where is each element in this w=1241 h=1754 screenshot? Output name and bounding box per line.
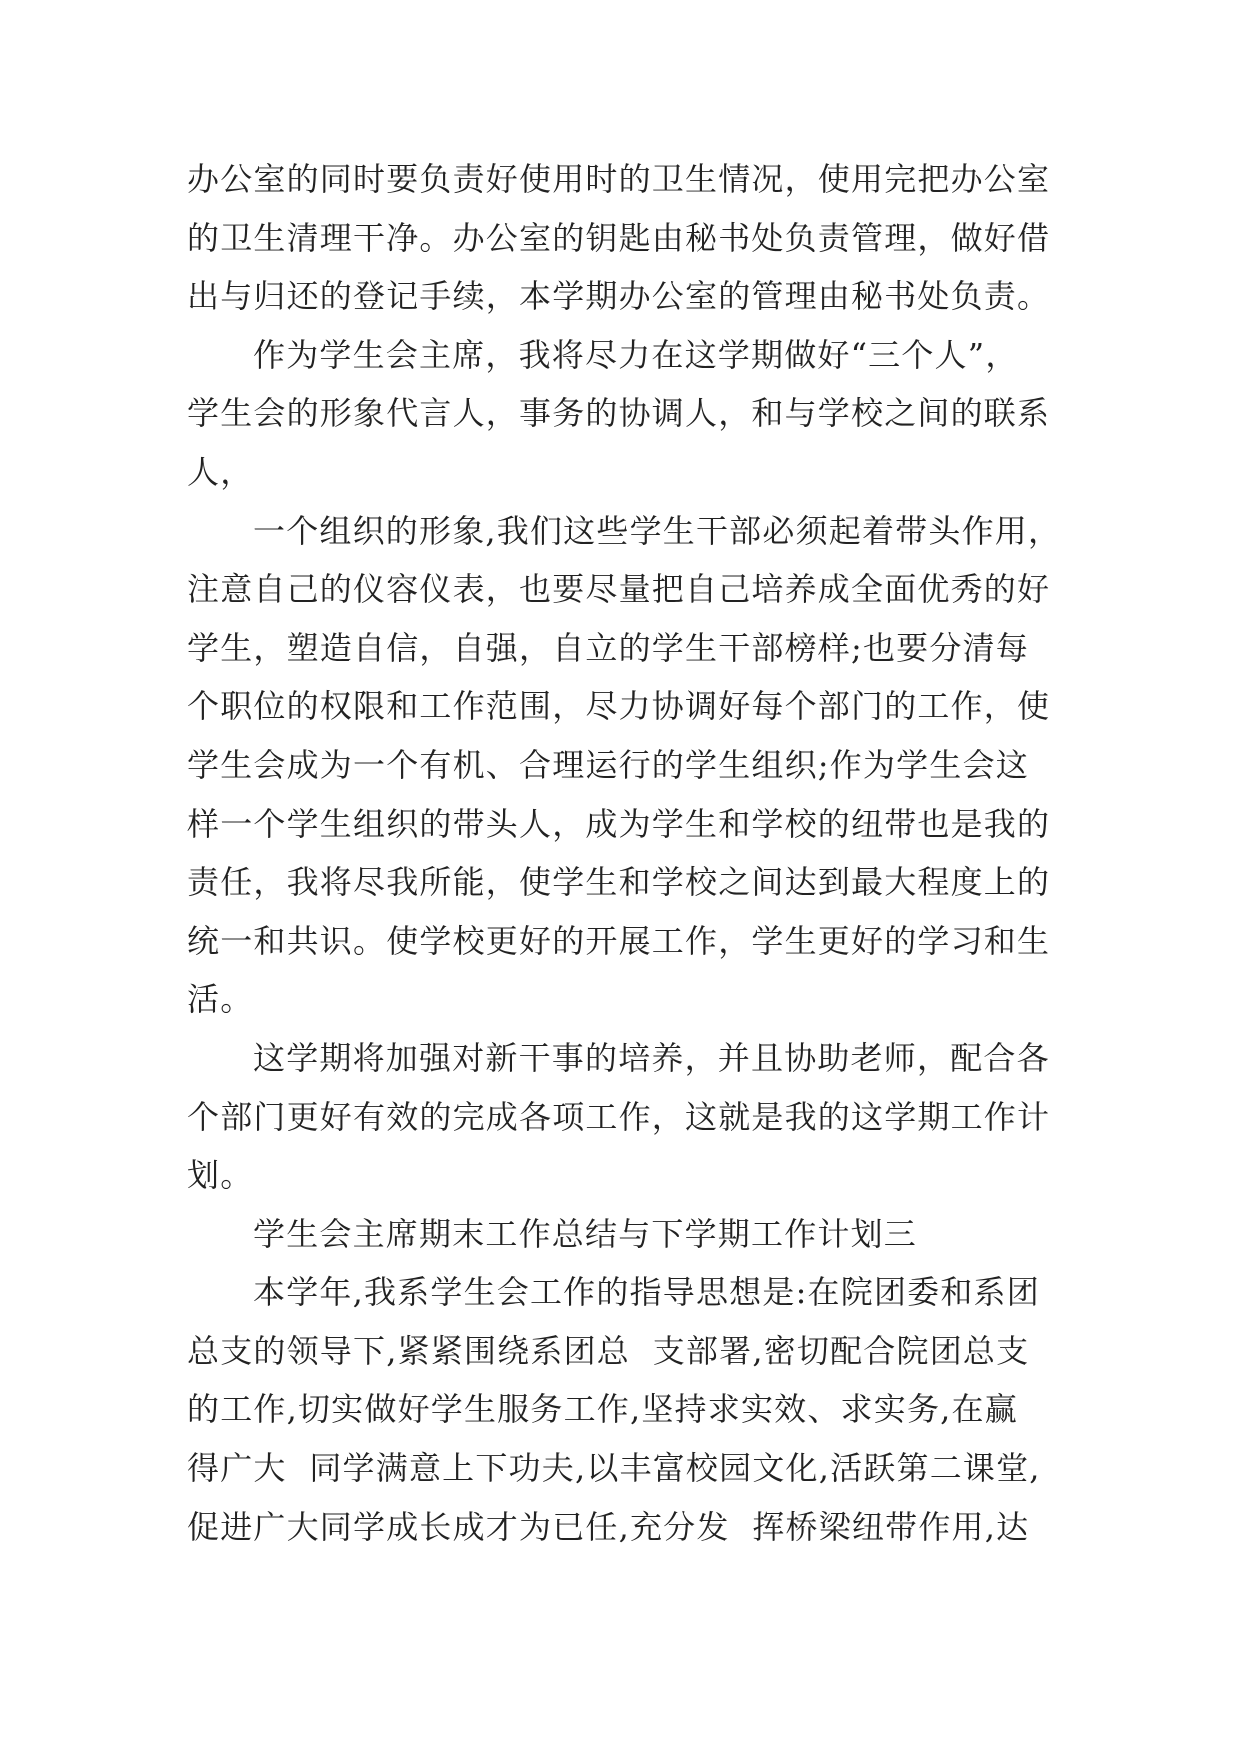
text-line: 个职位的权限和工作范围，尽力协调好每个部门的工作，使 — [187, 687, 1051, 726]
text-line: 个部门更好有效的完成各项工作，这就是我的这学期工作计 — [187, 1097, 1051, 1136]
text-line: 的工作,切实做好学生服务工作,坚持求实效、求实务,在赢 — [187, 1390, 1018, 1429]
text-line: 学生会成为一个有机、合理运行的学生组织;作为学生会这 — [187, 745, 1029, 784]
text-line: 划。 — [187, 1156, 254, 1195]
text-line: 的卫生清理干净。办公室的钥匙由秘书处负责管理，做好借 — [187, 218, 1051, 257]
document-body — [187, 150, 1067, 1556]
text-line: 总支的领导下,紧紧围绕系团总 支部署,密切配合院团总支 — [187, 1331, 1030, 1370]
paragraph-start-line: 作为学生会主席，我将尽力在这学期做好“三个人”， — [253, 335, 1019, 374]
paragraph-start-line: 本学年,我系学生会工作的指导思想是:在院团委和系团 — [253, 1273, 1040, 1312]
paragraph-start-line: 这学期将加强对新干事的培养，并且协助老师，配合各 — [253, 1038, 1050, 1077]
text-line: 责任，我将尽我所能，使学生和学校之间达到最大程度上的 — [187, 863, 1051, 902]
text-line: 学生会的形象代言人，事务的协调人，和与学校之间的联系 — [187, 394, 1051, 433]
text-line: 活。 — [187, 980, 254, 1019]
text-line: 办公室的同时要负责好使用时的卫生情况，使用完把办公室 — [187, 160, 1051, 198]
text-line: 统一和共识。使学校更好的开展工作，学生更好的学习和生 — [187, 921, 1051, 960]
section-heading: 学生会主席期末工作总结与下学期工作计划三 — [253, 1214, 918, 1253]
text-line: 注意自己的仪容仪表，也要尽量把自己培养成全面优秀的好 — [187, 570, 1051, 609]
text-line: 得广大 同学满意上下功夫,以丰富校园文化,活跃第二课堂, — [187, 1449, 1041, 1488]
text-line: 出与归还的登记手续，本学期办公室的管理由秘书处负责。 — [187, 277, 1051, 316]
text-line: 促进广大同学成长成才为已任,充分发 挥桥梁纽带作用,达 — [187, 1507, 1030, 1546]
text-line: 样一个学生组织的带头人，成为学生和学校的纽带也是我的 — [187, 804, 1051, 843]
paragraph-start-line: 一个组织的形象,我们这些学生干部必须起着带头作用， — [253, 511, 1062, 550]
text-line: 人， — [187, 452, 254, 491]
text-line: 学生，塑造自信，自强，自立的学生干部榜样;也要分清每 — [187, 628, 1029, 667]
